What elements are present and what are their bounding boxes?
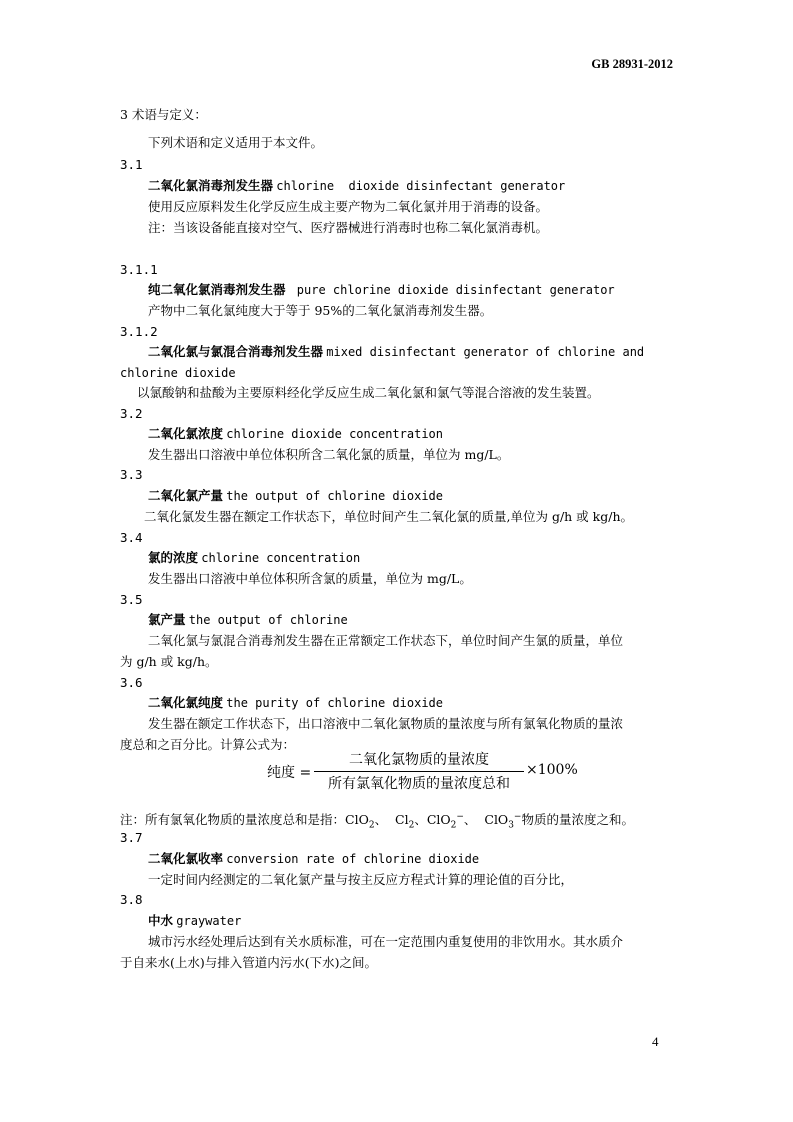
term-heading-3-5	[148, 612, 348, 628]
term-heading-3-2	[148, 426, 443, 442]
note-3-6	[120, 811, 634, 831]
species-cl2: $Cl_2$	[395, 812, 415, 831]
term-heading-3-7	[148, 851, 479, 867]
term-cn-3-2: 二氧化氯浓度	[148, 426, 224, 441]
term-en-3-3: the output of chlorine dioxide	[226, 489, 444, 503]
term-definition-3-6-line2: 度总和之百分比。计算公式为：	[120, 737, 296, 752]
term-en-3-2: chlorine dioxide concentration	[226, 427, 444, 441]
term-en-3-6: the purity of chlorine dioxide	[226, 696, 444, 710]
term-definition-3-8-line1: 城市污水经处理后达到有关水质标准，可在一定范围内重复使用的非饮用水。其水质介	[148, 934, 624, 949]
term-definition-3-3: 二氧化氯发生器在额定工作状态下，单位时间产生二氧化氯的质量,单位为 g/h 或 kg/h。	[144, 509, 633, 524]
term-number-3-2: 3.2	[120, 406, 143, 421]
formula-denominator: 所有氯氧化物质的量浓度总和	[328, 776, 510, 792]
species-clo2: ClO$_2$	[345, 812, 375, 831]
term-cn-3-1: 二氧化氯消毒剂发生器	[148, 178, 274, 193]
term-heading-3-3	[148, 488, 443, 504]
term-cn-3-4: 氯的浓度	[148, 550, 199, 565]
term-heading-3-8	[148, 913, 241, 929]
term-definition-3-1: 使用反应原料发生化学反应生成主要产物为二氧化氯并用于消毒的设备。	[148, 199, 549, 214]
term-definition-3-8-line2: 于自来水(上水)与排入管道内污水(下水)之间。	[120, 955, 378, 970]
term-number-3-6: 3.6	[120, 675, 143, 690]
term-en-3-8: graywater	[176, 914, 242, 928]
formula-numerator: 二氧化氯物质的量浓度	[349, 752, 489, 768]
term-heading-3-4	[148, 550, 360, 566]
term-definition-3-2: 发生器出口溶液中单位体积所含二氧化氯的质量，单位为 mg/L。	[148, 447, 510, 462]
separator: 、	[463, 812, 485, 827]
page-number: 4	[652, 1034, 659, 1049]
term-number-3-1: 3.1	[120, 157, 143, 172]
term-number-3-7: 3.7	[120, 830, 143, 845]
section-intro: 下列术语和定义适用于本文件。	[148, 135, 324, 150]
term-cn-3-5: 氯产量	[148, 612, 186, 627]
formula-lhs: 纯度 =	[267, 765, 312, 781]
term-heading-3-1-2	[148, 344, 644, 360]
term-number-3-8: 3.8	[120, 892, 143, 907]
term-definition-3-5-line2: 为 g/h 或 kg/h。	[120, 654, 218, 669]
term-en-3-1-2: mixed disinfectant generator of chlorine and	[326, 345, 645, 359]
term-heading-3-1	[148, 178, 565, 194]
term-en-3-4: chlorine concentration	[201, 551, 361, 565]
species-clo3-minus: ClO$_3$−	[484, 811, 522, 831]
separator: 、	[374, 812, 396, 827]
term-definition-3-5-line1: 二氧化氯与氯混合消毒剂发生器在正常额定工作状态下，单位时间产生氯的质量，单位	[148, 633, 624, 648]
term-heading-3-6	[148, 695, 443, 711]
term-cn-3-3: 二氧化氯产量	[148, 488, 224, 503]
term-number-3-1-2: 3.1.2	[120, 324, 158, 339]
term-heading-3-1-1	[148, 282, 615, 298]
term-cn-3-7: 二氧化氯收率	[148, 851, 224, 866]
species-clo2-minus: ClO$_2$−	[426, 811, 464, 831]
formula-rhs: ×100%	[526, 762, 578, 778]
term-definition-3-7: 一定时间内经测定的二氧化氯产量与按主反应方程式计算的理论值的百分比，	[148, 872, 574, 887]
term-cn-3-1-2: 二氧化氯与氯混合消毒剂发生器	[148, 344, 324, 359]
term-definition-3-6-line1: 发生器在额定工作状态下，出口溶液中二氧化氯物质的量浓度与所有氯氧化物质的量浓	[148, 716, 624, 731]
note-3-6-suffix: 物质的量浓度之和。	[521, 812, 634, 827]
term-cn-3-1-1: 纯二氧化氯消毒剂发生器	[148, 282, 286, 297]
term-cn-3-6: 二氧化氯纯度	[148, 695, 224, 710]
term-definition-3-1-2: 以氯酸钠和盐酸为主要原料经化学反应生成二氧化氯和氯气等混合溶液的发生装置。	[137, 385, 600, 400]
note-3-6-prefix: 注：所有氯氧化物质的量浓度总和是指：	[120, 812, 346, 827]
standard-number: GB 28931-2012	[591, 57, 673, 71]
term-en-3-1-1: pure chlorine dioxide disinfectant generator	[296, 283, 615, 297]
term-cn-3-8: 中水	[148, 913, 174, 928]
formula-fraction	[314, 750, 524, 794]
term-en-3-1: chlorine dioxide disinfectant generator	[276, 179, 566, 193]
term-number-3-5: 3.5	[120, 592, 143, 607]
term-number-3-4: 3.4	[120, 530, 143, 545]
term-number-3-1-1: 3.1.1	[120, 262, 158, 277]
term-en-3-7: conversion rate of chlorine dioxide	[226, 852, 480, 866]
fraction-bar	[314, 771, 524, 772]
section-title: 3 术语与定义：	[120, 107, 207, 122]
term-definition-3-1-1: 产物中二氧化氯纯度大于等于 95%的二氧化氯消毒剂发生器。	[148, 303, 493, 318]
term-en-continued-3-1-2: chlorine dioxide	[120, 366, 236, 380]
term-number-3-3: 3.3	[120, 467, 143, 482]
separator: 、	[414, 812, 427, 827]
term-definition-3-4: 发生器出口溶液中单位体积所含氯的质量，单位为 mg/L。	[148, 571, 472, 586]
term-en-3-5: the output of chlorine	[188, 613, 348, 627]
term-note-3-1: 注：当该设备能直接对空气、医疗器械进行消毒时也称二氧化氯消毒机。	[148, 220, 549, 235]
